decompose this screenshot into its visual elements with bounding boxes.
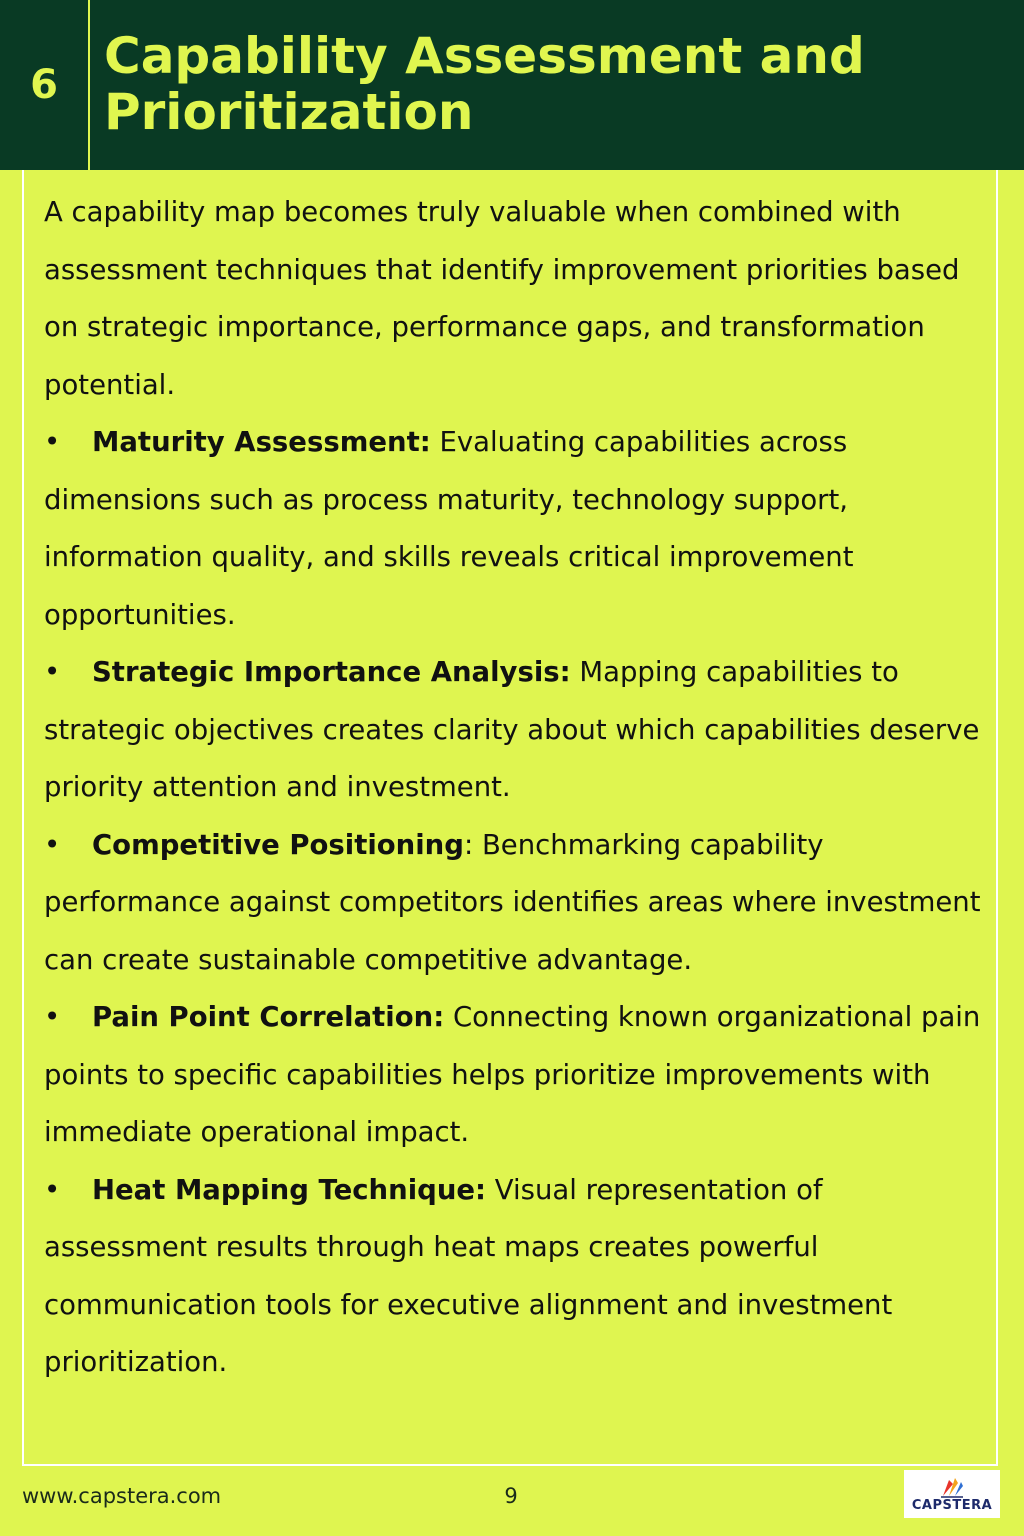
capstera-logo-icon bbox=[939, 1476, 965, 1498]
page-number: 9 bbox=[504, 1484, 518, 1508]
intro-paragraph: A capability map becomes truly valuable when combined with assessment techniques that identify improvement priorities based on strategic importance, performance gaps, and transformation potential. bbox=[44, 196, 960, 401]
capstera-logo bbox=[904, 1470, 1000, 1518]
bullet-term: Pain Point Correlation: bbox=[92, 1001, 445, 1033]
bullet-item-competitive-positioning bbox=[44, 817, 984, 990]
bullet-text: Evaluating capabilities across dimensions such as process maturity, technology support, information quality, and skills reveals critical improvement opportunities. bbox=[44, 426, 854, 631]
bullet-item-pain-point-correlation bbox=[44, 989, 984, 1162]
bullet-term: Heat Mapping Technique: bbox=[92, 1173, 487, 1206]
bullet-marker: • bbox=[44, 1173, 61, 1206]
section-number: 6 bbox=[30, 62, 58, 108]
body-content bbox=[44, 184, 984, 1392]
bullet-marker: • bbox=[44, 828, 61, 861]
bullet-marker: • bbox=[44, 426, 61, 458]
bullet-term: Strategic Importance Analysis: bbox=[92, 656, 571, 688]
bullet-item-maturity-assessment bbox=[44, 414, 984, 644]
section-title: Capability Assessment and Prioritization bbox=[104, 27, 865, 141]
bullet-text: : Benchmarking capability performance against competitors identifies areas where investment can create sustainable competitive advantage. bbox=[44, 828, 981, 976]
bullet-item-strategic-importance-analysis bbox=[44, 644, 984, 817]
bullet-text: Visual representation of assessment results through heat maps creates powerful communication tools for executive alignment and investment prioritization. bbox=[44, 1173, 893, 1378]
bullet-item-heat-mapping-technique bbox=[44, 1162, 984, 1392]
footer-website-link[interactable]: www.capstera.com bbox=[22, 1484, 222, 1508]
bullet-marker: • bbox=[44, 1001, 61, 1033]
bullet-marker: • bbox=[44, 656, 61, 688]
header-divider bbox=[88, 0, 90, 170]
bullet-term: Maturity Assessment: bbox=[92, 426, 431, 458]
bullet-term: Competitive Positioning bbox=[92, 828, 464, 861]
bullet-text: Connecting known organizational pain points to specific capabilities helps prioritize improvements with immediate operational impact. bbox=[44, 1001, 981, 1148]
page-header bbox=[0, 0, 1024, 170]
bullet-text: Mapping capabilities to strategic objectives creates clarity about which capabilities deserve priority attention and investment. bbox=[44, 656, 980, 803]
logo-wordmark: CAPSTERA bbox=[911, 1497, 993, 1513]
